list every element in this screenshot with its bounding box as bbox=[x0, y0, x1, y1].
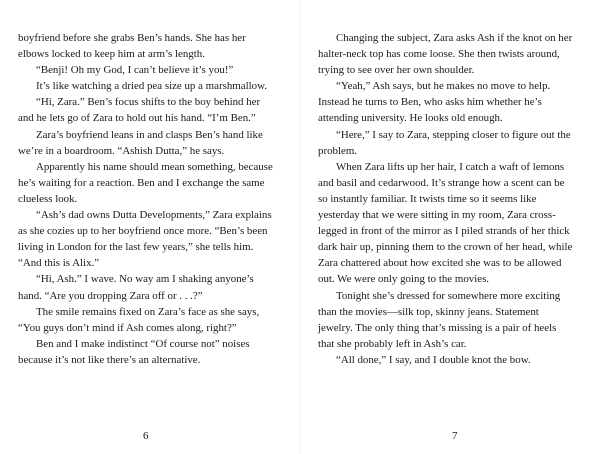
paragraph: When Zara lifts up her hair, I catch a waft of lemons and basil and cedarwood. It’s strange how a scent can be so instantly familiar. It twists time so it seems like yesterday that we were sitting in my room, Zara cross-legged in front of the mirror as I piled strands of her thick dark hair up, pinning them to the crown of her head, while Zara chattered about how excited she was to be allowed out. We were only going to the movies. bbox=[318, 160, 573, 286]
right-page-number: 7 bbox=[452, 430, 458, 442]
paragraph: Tonight she’s dressed for somewhere more exciting than the movies—silk top, skinny jeans. Statement jewelry. The only thing that’s missing is a pair of heels that she probably left in Ash’s car. bbox=[318, 289, 561, 350]
paragraph: Apparently his name should mean something, because he’s waiting for a reaction. Ben and I exchange the same clueless look. bbox=[18, 160, 273, 205]
left-page-text bbox=[18, 30, 273, 368]
paragraph: “All done,” I say, and I double knot the bow. bbox=[336, 353, 531, 366]
paragraph: Changing the subject, Zara asks Ash if the knot on her halter-neck top has come loose. She then twists around, trying to see over her own shoulder. bbox=[318, 32, 573, 77]
left-page-number: 6 bbox=[143, 430, 149, 442]
paragraph: It’s like watching a dried pea size up a marshmallow. bbox=[36, 80, 267, 93]
right-page-text bbox=[318, 30, 573, 368]
paragraph: “Benji! Oh my God, I can’t believe it’s you!” bbox=[36, 64, 234, 77]
paragraph: Ben and I make indistinct “Of course not” noises because it’s not like there’s an alternative. bbox=[18, 337, 250, 366]
book-gutter bbox=[299, 0, 301, 454]
paragraph: “Hi, Zara.” Ben’s focus shifts to the boy behind her and he lets go of Zara to hold out his hand. “I’m Ben.” bbox=[18, 96, 261, 125]
paragraph: Zara’s boyfriend leans in and clasps Ben’s hand like we’re in a boardroom. “Ashish Dutta,” he says. bbox=[18, 128, 263, 157]
paragraph: “Hi, Ash.” I wave. No way am I shaking anyone’s hand. “Are you dropping Zara off or . . .?” bbox=[18, 273, 254, 302]
paragraph: boyfriend before she grabs Ben’s hands. She has her elbows locked to keep him at arm’s length. bbox=[18, 32, 246, 61]
paragraph: “Yeah,” Ash says, but he makes no move to help. Instead he turns to Ben, who asks him whether he’s attending university. He looks old enough. bbox=[318, 80, 551, 125]
paragraph: “Here,” I say to Zara, stepping closer to figure out the problem. bbox=[318, 128, 571, 157]
paragraph: The smile remains fixed on Zara’s face as she says, “You guys don’t mind if Ash comes along, right?” bbox=[18, 305, 260, 334]
paragraph: “Ash’s dad owns Dutta Developments,” Zara explains as she cozies up to her boyfriend once more. “Ben’s been living in London for the last few years,” she tells him. “And this is Alix.” bbox=[18, 209, 272, 270]
